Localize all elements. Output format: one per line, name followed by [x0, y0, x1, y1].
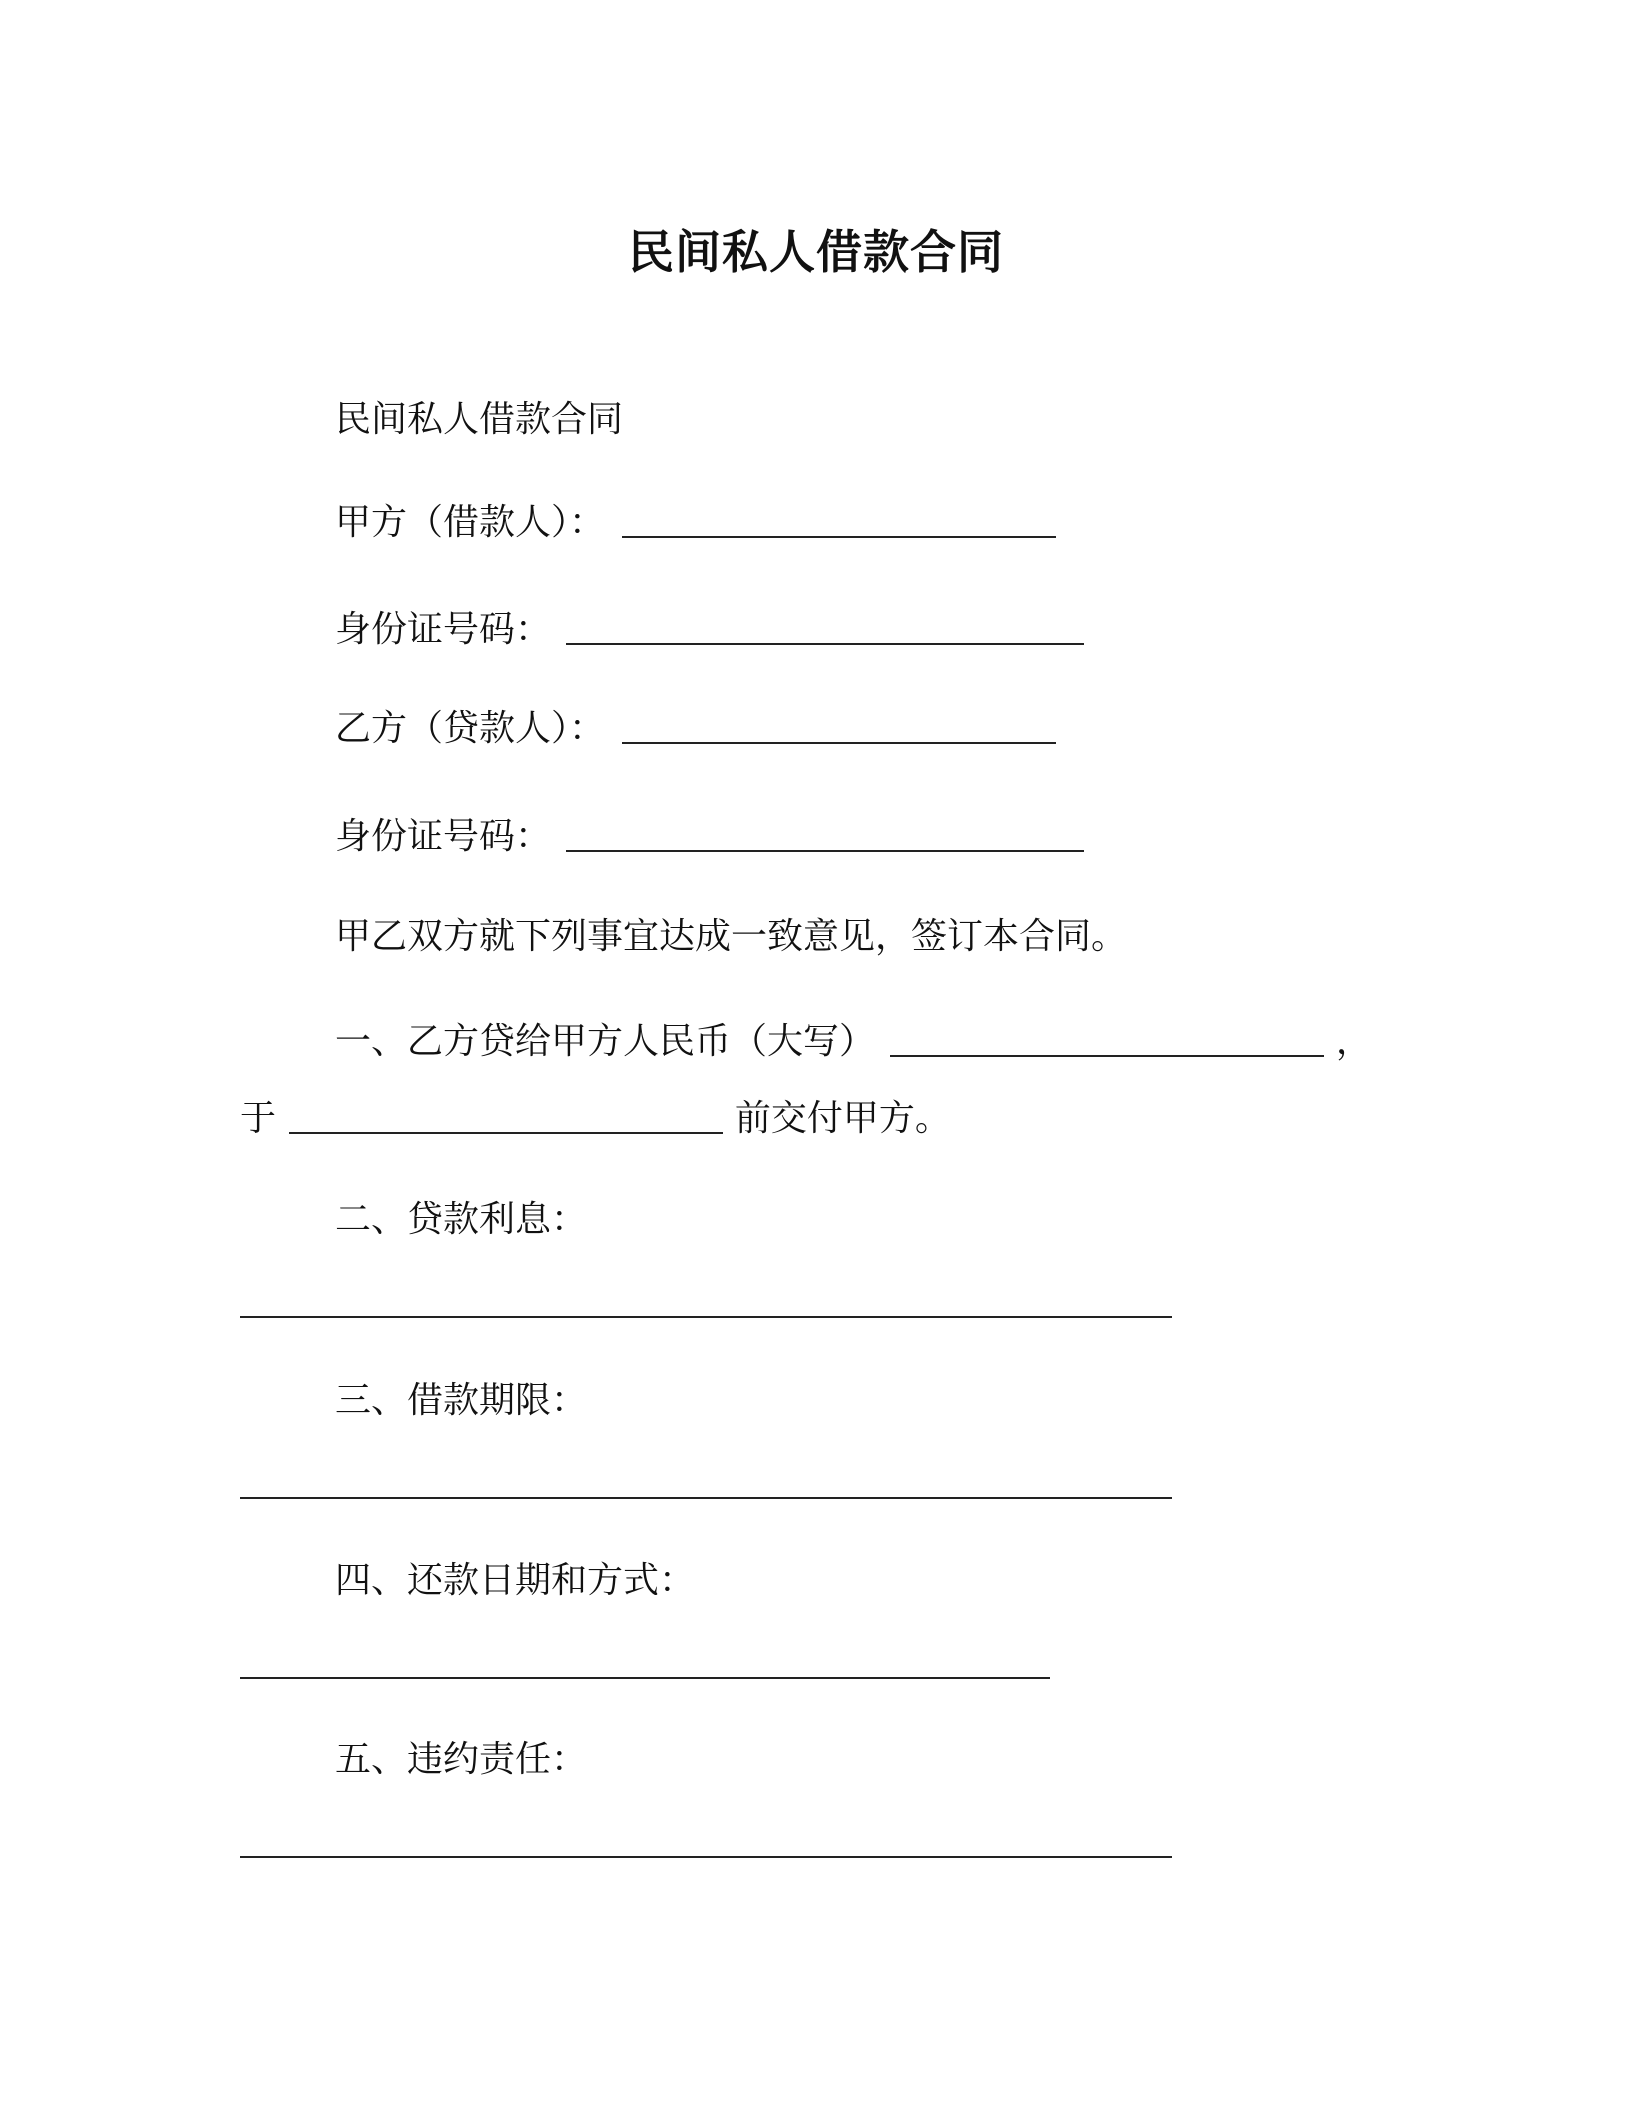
agreement-statement: 甲乙双方就下列事宜达成一致意见，签订本合同。 — [335, 916, 1128, 957]
party-a-blank — [622, 506, 1056, 538]
clause-3-blank — [240, 1497, 1172, 1499]
party-b-row — [335, 705, 1056, 753]
document-title: 民间私人借款合同 — [628, 225, 1004, 279]
clause-1-date-blank — [289, 1102, 723, 1134]
clause-2-label: 二、贷款利息： — [335, 1199, 588, 1240]
clause-1-continued — [240, 1095, 951, 1143]
party-b-blank — [622, 712, 1056, 744]
clause-4-blank — [240, 1677, 1050, 1679]
party-b-id-label: 身份证号码： — [335, 816, 552, 857]
clause-3-label: 三、借款期限： — [335, 1380, 588, 1421]
party-a-label: 甲方（借款人）： — [335, 502, 606, 543]
party-b-id-row — [335, 813, 1084, 861]
clause-1-prefix: 于 — [240, 1098, 277, 1139]
clause-1-label: 一、乙方贷给甲方人民币（大写） — [335, 1021, 876, 1062]
party-a-id-row — [335, 606, 1084, 654]
party-a-id-blank — [566, 613, 1084, 645]
clause-5-label: 五、违约责任： — [335, 1739, 588, 1780]
party-a-id-label: 身份证号码： — [335, 609, 552, 650]
clause-2-blank — [240, 1316, 1172, 1318]
subtitle: 民间私人借款合同 — [335, 399, 624, 440]
party-a-row — [335, 499, 1056, 547]
clause-1-amount-blank — [890, 1025, 1324, 1057]
clause-1-comma: ， — [1335, 1021, 1372, 1062]
party-b-label: 乙方（贷款人）： — [335, 708, 606, 749]
party-b-id-blank — [566, 820, 1084, 852]
clause-1-row — [335, 1018, 1372, 1066]
clause-5-blank — [240, 1856, 1172, 1858]
clause-1-suffix: 前交付甲方。 — [734, 1098, 951, 1139]
clause-4-label: 四、还款日期和方式： — [335, 1560, 696, 1601]
